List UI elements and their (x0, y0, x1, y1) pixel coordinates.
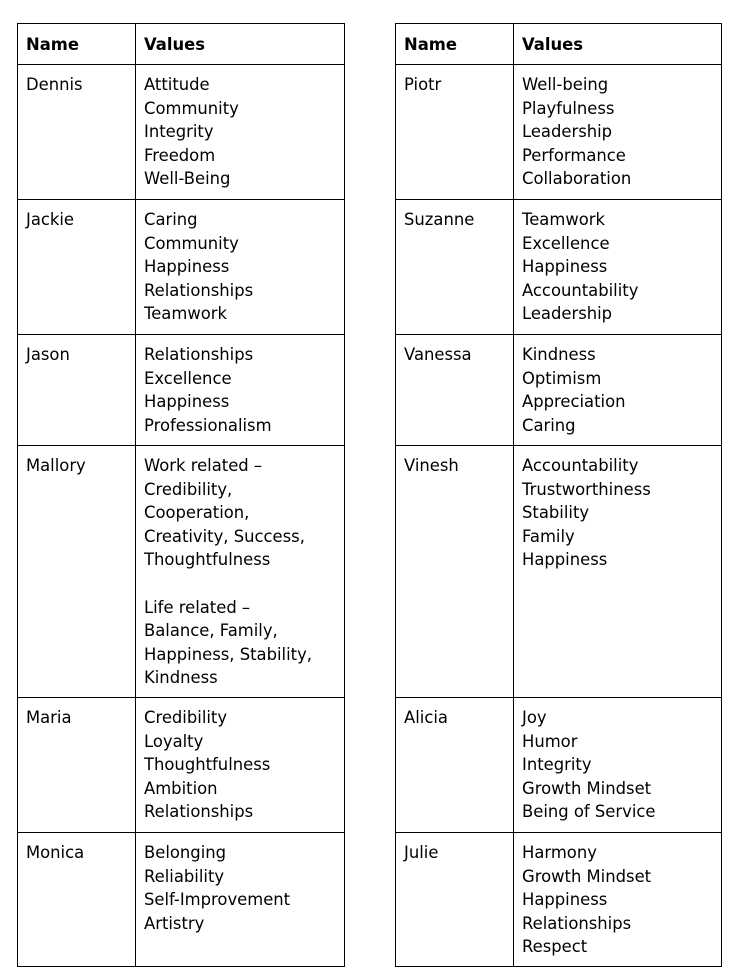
person-name-cell: Vinesh (396, 446, 514, 698)
value-item: Happiness, Stability, (144, 644, 312, 664)
left-values-table (17, 23, 345, 967)
value-item: Well-being (522, 75, 609, 94)
value-item: Credibility (144, 708, 228, 727)
value-item: Credibility, (144, 479, 233, 499)
value-item: Community (144, 233, 239, 253)
value-item: Growth Mindset (522, 866, 652, 886)
value-item: Accountability (522, 280, 639, 300)
value-item: Life related – (144, 597, 251, 617)
person-name-cell: Julie (396, 833, 514, 967)
value-item: Cooperation, (144, 503, 250, 523)
values-cell (136, 200, 345, 335)
value-item: Attitude (144, 75, 210, 94)
table-row (396, 335, 722, 446)
values-cell (136, 698, 345, 833)
person-name-cell: Alicia (396, 698, 514, 833)
values-header: Values (136, 24, 345, 65)
value-item: Happiness (144, 257, 230, 277)
value-item: Stability (522, 503, 590, 523)
table-row (396, 833, 722, 967)
value-item: Performance (522, 145, 626, 165)
table-row (396, 65, 722, 200)
person-name-cell: Suzanne (396, 200, 514, 335)
value-item: Leadership (522, 304, 613, 324)
table-row (396, 698, 722, 833)
table-row (18, 200, 345, 335)
table-row (396, 446, 722, 698)
value-item: Appreciation (522, 392, 626, 412)
header-row (18, 24, 345, 65)
value-item: Kindness (144, 668, 218, 688)
values-cell (136, 65, 345, 200)
person-name-cell: Dennis (18, 65, 136, 200)
value-item: Optimism (522, 368, 602, 388)
values-cell (514, 335, 722, 446)
value-item: Loyalty (144, 731, 204, 751)
value-item: Community (144, 98, 239, 118)
value-item: Thoughtfulness (144, 550, 271, 570)
value-item: Humor (522, 731, 578, 751)
value-item: Ambition (144, 778, 218, 798)
value-spacer (144, 572, 338, 596)
value-item: Professionalism (144, 415, 272, 435)
value-item: Creativity, Success, (144, 526, 305, 546)
values-cell (136, 833, 345, 967)
person-name-cell: Piotr (396, 65, 514, 200)
value-item: Happiness (144, 392, 230, 412)
value-item: Family (522, 526, 575, 546)
values-cell (514, 200, 722, 335)
table-row (18, 446, 345, 698)
value-item: Happiness (522, 257, 608, 277)
value-item: Teamwork (144, 304, 227, 324)
value-item: Teamwork (522, 210, 605, 229)
value-item: Integrity (144, 122, 214, 142)
values-cell (514, 833, 722, 967)
value-item: Collaboration (522, 169, 632, 189)
values-cell (514, 446, 722, 698)
value-item: Leadership (522, 122, 613, 142)
value-item: Respect (522, 937, 588, 957)
table-row (18, 65, 345, 200)
person-name-cell: Maria (18, 698, 136, 833)
values-cell (136, 446, 345, 698)
value-item: Playfulness (522, 98, 615, 118)
values-cell (514, 65, 722, 200)
value-item: Joy (522, 708, 547, 727)
value-item: Harmony (522, 843, 597, 862)
value-item: Happiness (522, 550, 608, 570)
value-item: Caring (522, 415, 576, 435)
value-item: Well-Being (144, 169, 231, 189)
value-item: Excellence (144, 368, 232, 388)
header-row (396, 24, 722, 65)
table-row (18, 335, 345, 446)
values-cell (514, 698, 722, 833)
values-cell (136, 335, 345, 446)
value-item: Artistry (144, 913, 205, 933)
name-header: Name (18, 24, 136, 65)
person-name-cell: Jason (18, 335, 136, 446)
value-item: Excellence (522, 233, 610, 253)
value-item: Trustworthiness (522, 479, 651, 499)
value-item: Relationships (144, 802, 254, 822)
value-item: Reliability (144, 866, 225, 886)
table-row (396, 200, 722, 335)
person-name-cell: Monica (18, 833, 136, 967)
value-item: Caring (144, 210, 198, 229)
value-item: Belonging (144, 843, 227, 862)
value-item: Work related – (144, 456, 263, 475)
value-item: Kindness (522, 345, 596, 364)
right-values-table (395, 23, 722, 967)
value-item: Self-Improvement (144, 890, 291, 910)
value-item: Balance, Family, (144, 621, 278, 641)
table-row (18, 833, 345, 967)
person-name-cell: Vanessa (396, 335, 514, 446)
person-name-cell: Mallory (18, 446, 136, 698)
person-name-cell: Jackie (18, 200, 136, 335)
value-item: Accountability (522, 456, 639, 475)
value-item: Being of Service (522, 802, 656, 822)
table-row (18, 698, 345, 833)
value-item: Freedom (144, 145, 216, 165)
name-header: Name (396, 24, 514, 65)
value-item: Integrity (522, 755, 592, 775)
values-header: Values (514, 24, 722, 65)
value-item: Growth Mindset (522, 778, 652, 798)
right-table-body (396, 65, 722, 967)
value-item: Thoughtfulness (144, 755, 271, 775)
value-item: Happiness (522, 890, 608, 910)
value-item: Relationships (144, 345, 254, 364)
left-table-body (18, 65, 345, 967)
value-item: Relationships (144, 280, 254, 300)
value-item: Relationships (522, 913, 632, 933)
